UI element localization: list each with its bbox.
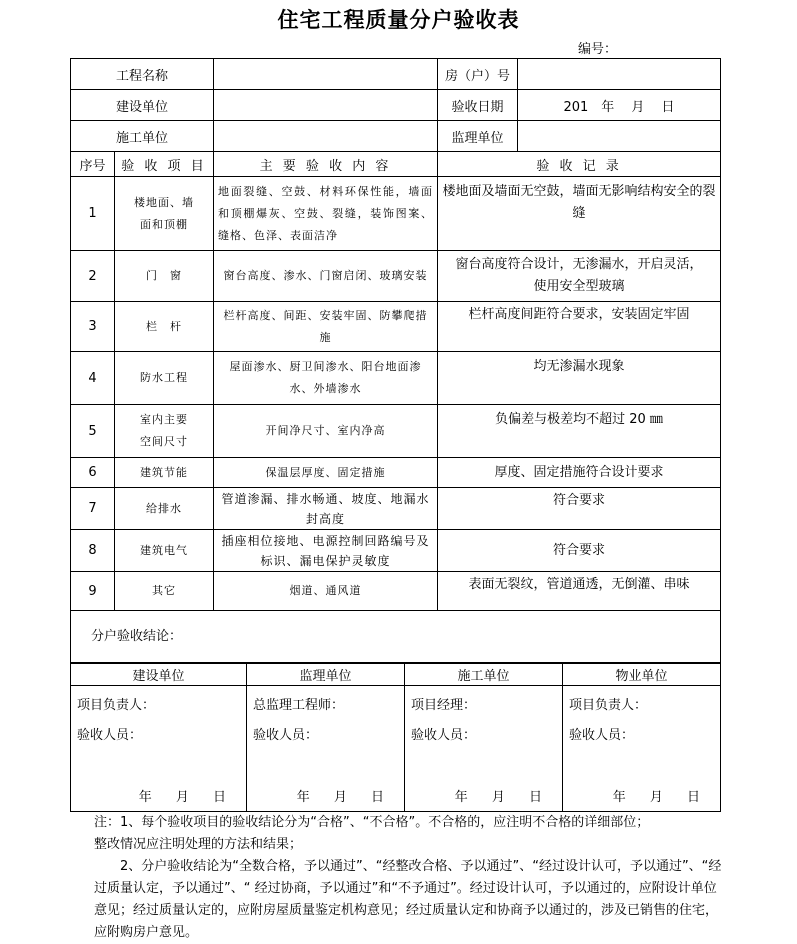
table-row	[71, 458, 721, 488]
sign-line-2: 验收人员：	[569, 728, 635, 743]
row-content: 保温层厚度、固定措施	[214, 458, 438, 488]
project-name-label: 工程名称	[71, 59, 214, 90]
row-record[interactable]: 窗台高度符合设计，无渗漏水，开启灵活，使用安全型玻璃	[438, 251, 721, 302]
header-item: 验 收 项 目	[115, 152, 214, 177]
header-content: 主 要 验 收 内 容	[214, 152, 438, 177]
row-no: 7	[71, 488, 115, 530]
sign-line-1: 总监理工程师：	[253, 698, 345, 713]
sign-date: 年 月 日	[296, 790, 394, 805]
table-row	[71, 530, 721, 572]
row-no: 5	[71, 405, 115, 458]
row-no: 4	[71, 352, 115, 405]
row-record[interactable]: 符合要求	[438, 530, 721, 572]
note-2: 2、分户验收结论为“全数合格，予以通过”、“经整改合格、予以通过”、“经过设计认可，予以通过”、“经过质量认定，予以通过”、“ 经过协商，予以通过”和“不予通过”。经过设计认可，予以通过的，应附设计单位意见；经过质量认定的，应附房屋质量鉴定机构意见；经过质量认定和协商予以通过的，涉及已销售的住宅，应附购房户意见。	[94, 859, 722, 940]
row-no: 9	[71, 572, 115, 611]
builder-label: 建设单位	[71, 90, 214, 121]
sign-date: 年 月 日	[454, 790, 552, 805]
row-record[interactable]: 表面无裂纹，管道通透，无倒灌、串味	[438, 572, 721, 611]
sign-col-builder: 建设单位	[71, 664, 247, 686]
sign-date: 年 月 日	[612, 790, 710, 805]
sign-box-supervisor[interactable]	[247, 686, 405, 812]
sign-box-construction[interactable]	[405, 686, 563, 812]
sign-date: 年 月 日	[138, 790, 236, 805]
accept-date-field[interactable]: 201 年 月 日	[518, 90, 721, 121]
row-no: 2	[71, 251, 115, 302]
signature-table	[70, 663, 721, 812]
sign-col-construction: 施工单位	[405, 664, 563, 686]
sign-line-2: 验收人员：	[77, 728, 143, 743]
row-item: 门 窗	[115, 251, 214, 302]
header-record: 验 收 记 录	[438, 152, 721, 177]
room-label: 房（户）号	[438, 59, 518, 90]
row-content: 插座相位接地、电源控制回路编号及标识、漏电保护灵敏度	[214, 530, 438, 572]
row-record[interactable]: 符合要求	[438, 488, 721, 530]
table-row	[71, 405, 721, 458]
row-content: 地面裂缝、空鼓、材料环保性能，墙面和顶棚爆灰、空鼓、裂缝，装饰图案、缝格、色泽、表面洁净	[214, 177, 438, 251]
row-no: 3	[71, 302, 115, 352]
row-content: 开间净尺寸、室内净高	[214, 405, 438, 458]
table-row	[71, 177, 721, 251]
construction-label: 施工单位	[71, 121, 214, 152]
table-row	[71, 572, 721, 611]
row-item: 建筑节能	[115, 458, 214, 488]
row-record[interactable]: 楼地面及墙面无空鼓，墙面无影响结构安全的裂缝	[438, 177, 721, 251]
table-row	[71, 352, 721, 405]
row-item: 栏 杆	[115, 302, 214, 352]
row-record[interactable]: 均无渗漏水现象	[438, 352, 721, 405]
note-1a: 注：1、每个验收项目的验收结论分为“合格”、“不合格”。不合格的，应注明不合格的详细部位；	[94, 815, 650, 830]
row-item: 室内主要空间尺寸	[115, 405, 214, 458]
notes	[94, 812, 724, 944]
doc-number-label: 编号：	[578, 42, 618, 57]
row-item: 给排水	[115, 488, 214, 530]
page-title: 住宅工程质量分户验收表	[277, 7, 520, 32]
sign-box-property[interactable]	[563, 686, 721, 812]
row-record[interactable]: 栏杆高度间距符合要求，安装固定牢固	[438, 302, 721, 352]
row-content: 管道渗漏、排水畅通、坡度、地漏水封高度	[214, 488, 438, 530]
acceptance-table	[70, 58, 721, 663]
row-no: 6	[71, 458, 115, 488]
supervisor-field[interactable]	[518, 121, 721, 152]
row-no: 8	[71, 530, 115, 572]
row-item: 防水工程	[115, 352, 214, 405]
row-content: 栏杆高度、间距、安装牢固、防攀爬措施	[214, 302, 438, 352]
sign-line-1: 项目经理：	[411, 698, 477, 713]
accept-date-label: 验收日期	[438, 90, 518, 121]
header-no: 序号	[71, 152, 115, 177]
conclusion-field[interactable]: 分户验收结论：	[71, 611, 721, 663]
row-item: 楼地面、墙面和顶棚	[115, 177, 214, 251]
row-item: 其它	[115, 572, 214, 611]
supervisor-label: 监理单位	[438, 121, 518, 152]
builder-field[interactable]	[214, 90, 438, 121]
row-item: 建筑电气	[115, 530, 214, 572]
sign-line-2: 验收人员：	[411, 728, 477, 743]
sign-col-property: 物业单位	[563, 664, 721, 686]
sign-col-supervisor: 监理单位	[247, 664, 405, 686]
sign-line-1: 项目负责人：	[569, 698, 648, 713]
room-field[interactable]	[518, 59, 721, 90]
sign-box-builder[interactable]	[71, 686, 247, 812]
table-row	[71, 488, 721, 530]
note-1b: 整改情况应注明处理的方法和结果；	[94, 837, 303, 852]
project-name-field[interactable]	[214, 59, 438, 90]
table-row	[71, 302, 721, 352]
row-record[interactable]: 厚度、固定措施符合设计要求	[438, 458, 721, 488]
row-content: 烟道、通风道	[214, 572, 438, 611]
sign-line-2: 验收人员：	[253, 728, 319, 743]
row-record[interactable]: 负偏差与极差均不超过 20 ㎜	[438, 405, 721, 458]
row-content: 屋面渗水、厨卫间渗水、阳台地面渗水、外墙渗水	[214, 352, 438, 405]
sign-line-1: 项目负责人：	[77, 698, 156, 713]
row-no: 1	[71, 177, 115, 251]
table-row	[71, 251, 721, 302]
construction-field[interactable]	[214, 121, 438, 152]
row-content: 窗台高度、渗水、门窗启闭、玻璃安装	[214, 251, 438, 302]
